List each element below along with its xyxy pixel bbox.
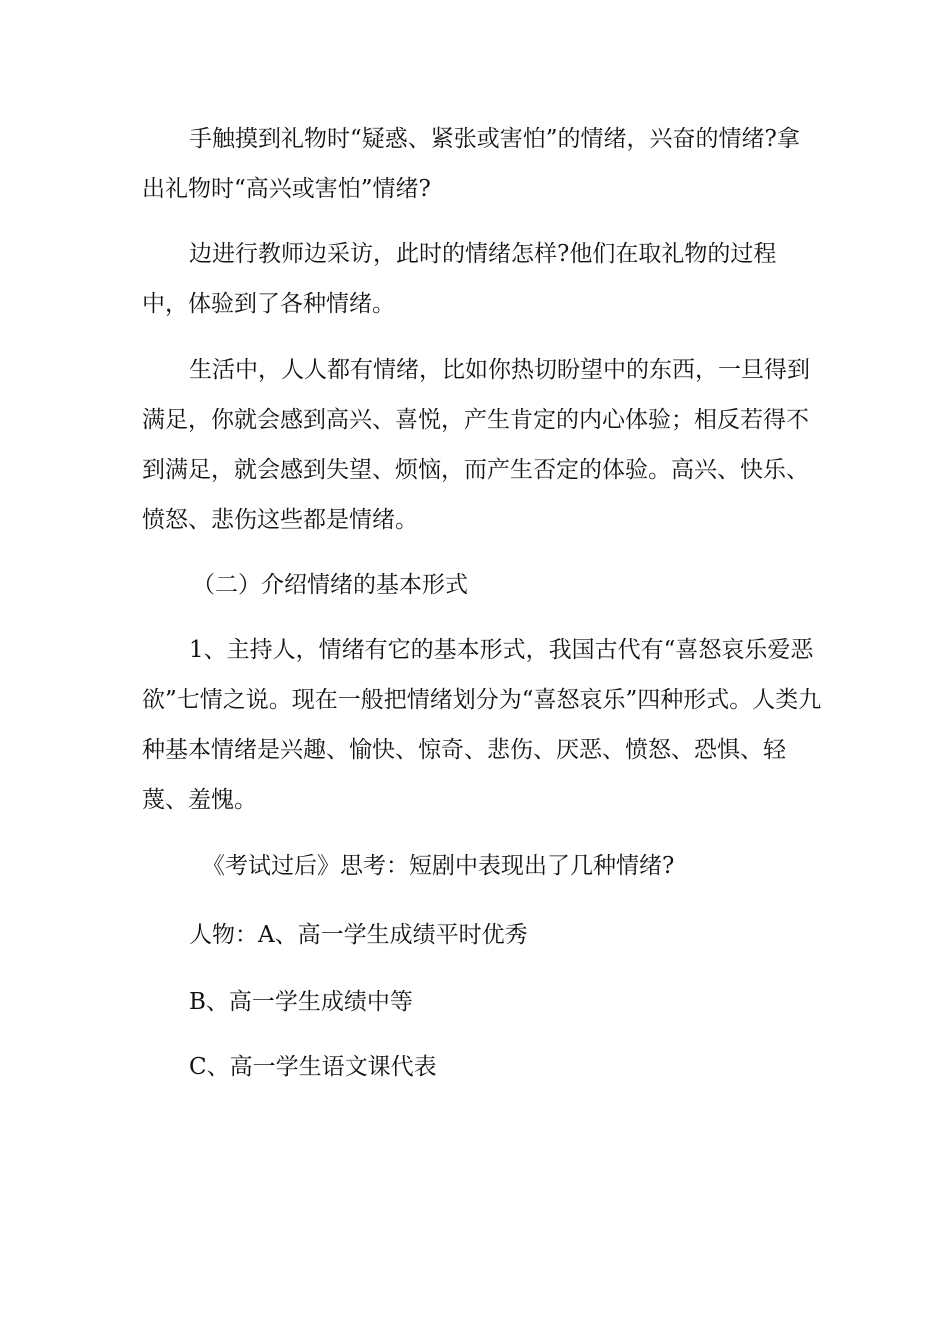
paragraph-life-emotions: 生活中，人人都有情绪，比如你热切盼望中的东西，一旦得到满足，你就会感到高兴、喜悦，产生肯定的内心体验；相反若得不到满足，就会感到失望、烦恼，而产生否定的体验。高兴、快乐、愤怒、悲伤这些都是情绪。 [142, 357, 810, 533]
section-heading-basic-forms: （二）介绍情绪的基本形式 [192, 572, 468, 598]
paragraph-character-b: B、高一学生成绩中等 [189, 989, 413, 1015]
paragraph-gift-touch-emotions: 手触摸到礼物时“疑惑、紧张或害怕”的情绪，兴奋的情绪?拿出礼物时“高兴或害怕”情绪? [142, 126, 800, 202]
paragraph-basic-forms: 1、主持人，情绪有它的基本形式，我国古代有“喜怒哀乐爱恶欲”七情之说。现在一般把情绪划分为“喜怒哀乐”四种形式。人类九种基本情绪是兴趣、愉快、惊奇、悲伤、厌恶、愤怒、恐惧、轻蔑、羞愧。 [142, 637, 822, 813]
paragraph-teacher-interview: 边进行教师边采访，此时的情绪怎样?他们在取礼物的过程中，体验到了各种情绪。 [142, 241, 777, 317]
paragraph-character-a: 人物：A、高一学生成绩平时优秀 [189, 922, 528, 948]
paragraph-character-c: C、高一学生语文课代表 [189, 1054, 437, 1080]
paragraph-after-exam-question: 《考试过后》思考：短剧中表现出了几种情绪? [202, 853, 675, 879]
